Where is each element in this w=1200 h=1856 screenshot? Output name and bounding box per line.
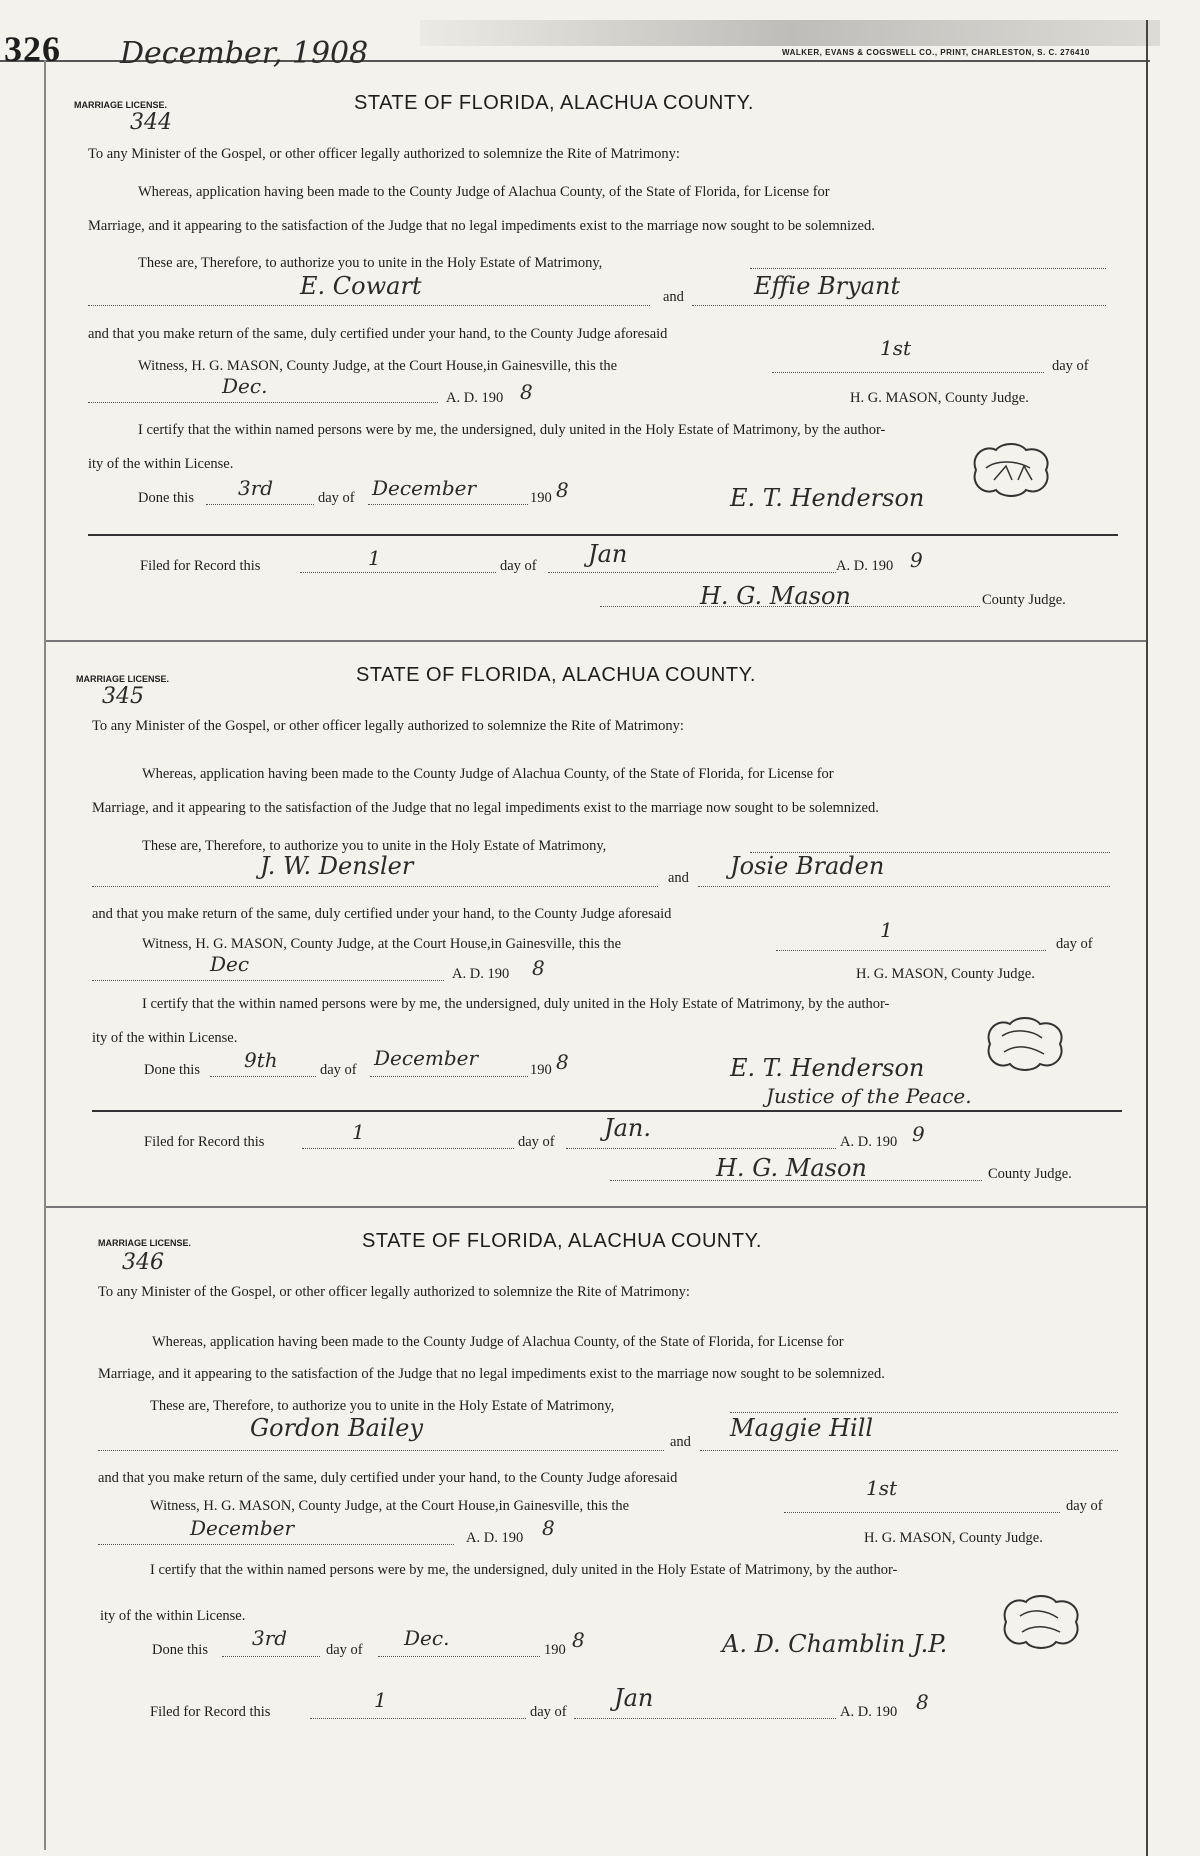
printer-imprint: WALKER, EVANS & COGSWELL CO., PRINT, CHARLESTON, S. C. 276410	[782, 48, 1090, 57]
address-line: To any Minister of the Gospel, or other officer legally authorized to solemnize the Rite of Matrimony:	[98, 1284, 690, 1300]
year-label: 190	[530, 490, 552, 506]
filed-day-of-label: day of	[500, 558, 537, 574]
certify-line-1: I certify that the within named persons were by me, the undersigned, duly united in the Holy Estate of Matrimony, by the author-	[150, 1562, 898, 1578]
filed-month: Jan.	[604, 1114, 652, 1142]
whereas-line-2: Marriage, and it appearing to the satisfaction of the Judge that no legal impediments exist to the marriage now sought to be solemnized.	[88, 218, 875, 234]
address-line: To any Minister of the Gospel, or other officer legally authorized to solemnize the Rite of Matrimony:	[92, 718, 684, 734]
filed-day: 1	[352, 1120, 365, 1144]
done-day: 3rd	[252, 1626, 288, 1650]
page-number: 326	[4, 29, 61, 69]
day-of-short-label: day of	[318, 490, 355, 506]
witness-year: 8	[520, 380, 533, 404]
filed-label: Filed for Record this	[140, 558, 261, 574]
county-judge-label: County Judge.	[988, 1166, 1072, 1182]
filed-day-of-label: day of	[530, 1704, 567, 1720]
license-label: MARRIAGE LICENSE.	[74, 100, 168, 110]
done-this-label: Done this	[138, 490, 194, 506]
state-title: STATE OF FLORIDA, ALACHUA COUNTY.	[356, 664, 756, 686]
whereas-line-2: Marriage, and it appearing to the satisfaction of the Judge that no legal impediments exist to the marriage now sought to be solemnized.	[98, 1366, 885, 1382]
officiant-signature: E. T. Henderson	[730, 1054, 925, 1082]
witness-day: 1	[880, 918, 893, 942]
filed-year: 9	[912, 1122, 925, 1146]
whereas-line-1: Whereas, application having been made to the County Judge of Alachua County, of the State of Florida, for License for	[152, 1334, 844, 1350]
done-year: 8	[556, 1050, 569, 1074]
done-month: December	[374, 1046, 479, 1070]
header-band	[420, 20, 1160, 46]
witness-line: Witness, H. G. MASON, County Judge, at the Court House,in Gainesville, this the	[138, 358, 618, 374]
these-are-line: These are, Therefore, to authorize you to unite in the Holy Estate of Matrimony,	[142, 838, 607, 854]
filed-label: Filed for Record this	[144, 1134, 265, 1150]
filed-by-signature: H. G. Mason	[716, 1154, 867, 1182]
filed-by-signature: H. G. Mason	[700, 582, 851, 610]
bride-name: Effie Bryant	[754, 272, 901, 300]
filed-ad-label: A. D. 190	[840, 1134, 898, 1150]
day-of-label: day of	[1066, 1498, 1103, 1514]
and-label: and	[663, 289, 684, 305]
filed-day: 1	[368, 546, 381, 570]
filed-year: 9	[910, 548, 923, 572]
whereas-line-2: Marriage, and it appearing to the satisfaction of the Judge that no legal impediments exist to the marriage now sought to be solemnized.	[92, 800, 879, 816]
filed-day: 1	[374, 1688, 387, 1712]
done-this-label: Done this	[144, 1062, 200, 1078]
license-number: 344	[130, 110, 172, 135]
year-label: 190	[530, 1062, 552, 1078]
done-year: 8	[572, 1628, 585, 1652]
filed-month: Jan	[588, 540, 628, 568]
certify-line-1: I certify that the within named persons were by me, the undersigned, duly united in the Holy Estate of Matrimony, by the author-	[138, 422, 886, 438]
day-of-short-label: day of	[326, 1642, 363, 1658]
filed-year: 8	[916, 1690, 929, 1714]
judge-signature-line: H. G. MASON, County Judge.	[856, 966, 1035, 982]
day-of-label: day of	[1056, 936, 1093, 952]
county-judge-label: County Judge.	[982, 592, 1066, 608]
return-line: and that you make return of the same, duly certified under your hand, to the County Judge aforesaid	[88, 326, 668, 342]
and-label: and	[668, 870, 689, 886]
groom-name: J. W. Densler	[260, 852, 414, 880]
officiant-signature: A. D. Chamblin J.P.	[722, 1630, 948, 1658]
bride-name: Maggie Hill	[730, 1414, 874, 1442]
certify-line-2: ity of the within License.	[100, 1608, 246, 1624]
ad-label: A. D. 190	[452, 966, 510, 982]
groom-name: Gordon Bailey	[250, 1414, 424, 1442]
done-month: Dec.	[404, 1626, 450, 1650]
entry-separator	[46, 1206, 1146, 1208]
notary-seal	[996, 1592, 1084, 1652]
groom-name: E. Cowart	[300, 272, 422, 300]
certify-line-1: I certify that the within named persons were by me, the undersigned, duly united in the Holy Estate of Matrimony, by the author-	[142, 996, 890, 1012]
done-month: December	[372, 476, 477, 500]
witness-month: Dec.	[222, 374, 268, 398]
done-day: 9th	[244, 1048, 278, 1072]
witness-year: 8	[532, 956, 545, 980]
done-this-label: Done this	[152, 1642, 208, 1658]
license-label: MARRIAGE LICENSE.	[98, 1238, 192, 1248]
license-number: 346	[122, 1250, 164, 1275]
whereas-line-1: Whereas, application having been made to the County Judge of Alachua County, of the State of Florida, for License for	[138, 184, 830, 200]
day-of-label: day of	[1052, 358, 1089, 374]
certify-line-2: ity of the within License.	[92, 1030, 238, 1046]
and-label: and	[670, 1434, 691, 1450]
filed-month: Jan	[614, 1684, 654, 1712]
witness-month: December	[190, 1516, 295, 1540]
header-date: December, 1908	[120, 36, 369, 71]
witness-line: Witness, H. G. MASON, County Judge, at the Court House,in Gainesville, this the	[142, 936, 622, 952]
notary-seal	[966, 440, 1054, 500]
year-label: 190	[544, 1642, 566, 1658]
judge-signature-line: H. G. MASON, County Judge.	[864, 1530, 1043, 1546]
witness-line: Witness, H. G. MASON, County Judge, at the Court House,in Gainesville, this the	[150, 1498, 630, 1514]
ad-label: A. D. 190	[446, 390, 504, 406]
license-label: MARRIAGE LICENSE.	[76, 674, 170, 684]
day-of-short-label: day of	[320, 1062, 357, 1078]
witness-day: 1st	[866, 1476, 898, 1500]
filed-day-of-label: day of	[518, 1134, 555, 1150]
right-margin-rule	[1146, 20, 1148, 1856]
address-line: To any Minister of the Gospel, or other officer legally authorized to solemnize the Rite of Matrimony:	[88, 146, 680, 162]
return-line: and that you make return of the same, duly certified under your hand, to the County Judge aforesaid	[98, 1470, 678, 1486]
entry-separator	[46, 640, 1146, 642]
done-day: 3rd	[238, 476, 274, 500]
state-title: STATE OF FLORIDA, ALACHUA COUNTY.	[354, 92, 754, 114]
witness-day: 1st	[880, 336, 912, 360]
officiant-signature: E. T. Henderson	[730, 484, 925, 512]
filed-label: Filed for Record this	[150, 1704, 271, 1720]
state-title: STATE OF FLORIDA, ALACHUA COUNTY.	[362, 1230, 762, 1252]
license-number: 345	[102, 684, 144, 709]
return-line: and that you make return of the same, duly certified under your hand, to the County Judge aforesaid	[92, 906, 672, 922]
certify-line-2: ity of the within License.	[88, 456, 234, 472]
whereas-line-1: Whereas, application having been made to the County Judge of Alachua County, of the State of Florida, for License for	[142, 766, 834, 782]
these-are-line: These are, Therefore, to authorize you to unite in the Holy Estate of Matrimony,	[138, 255, 603, 271]
filed-ad-label: A. D. 190	[840, 1704, 898, 1720]
officiant-title: Justice of the Peace.	[766, 1084, 972, 1108]
left-margin-rule	[44, 60, 46, 1850]
judge-signature-line: H. G. MASON, County Judge.	[850, 390, 1029, 406]
notary-seal	[980, 1014, 1068, 1074]
filed-ad-label: A. D. 190	[836, 558, 894, 574]
witness-month: Dec	[210, 952, 250, 976]
these-are-line: These are, Therefore, to authorize you to unite in the Holy Estate of Matrimony,	[150, 1398, 615, 1414]
ad-label: A. D. 190	[466, 1530, 524, 1546]
witness-year: 8	[542, 1516, 555, 1540]
done-year: 8	[556, 478, 569, 502]
bride-name: Josie Braden	[730, 852, 885, 880]
